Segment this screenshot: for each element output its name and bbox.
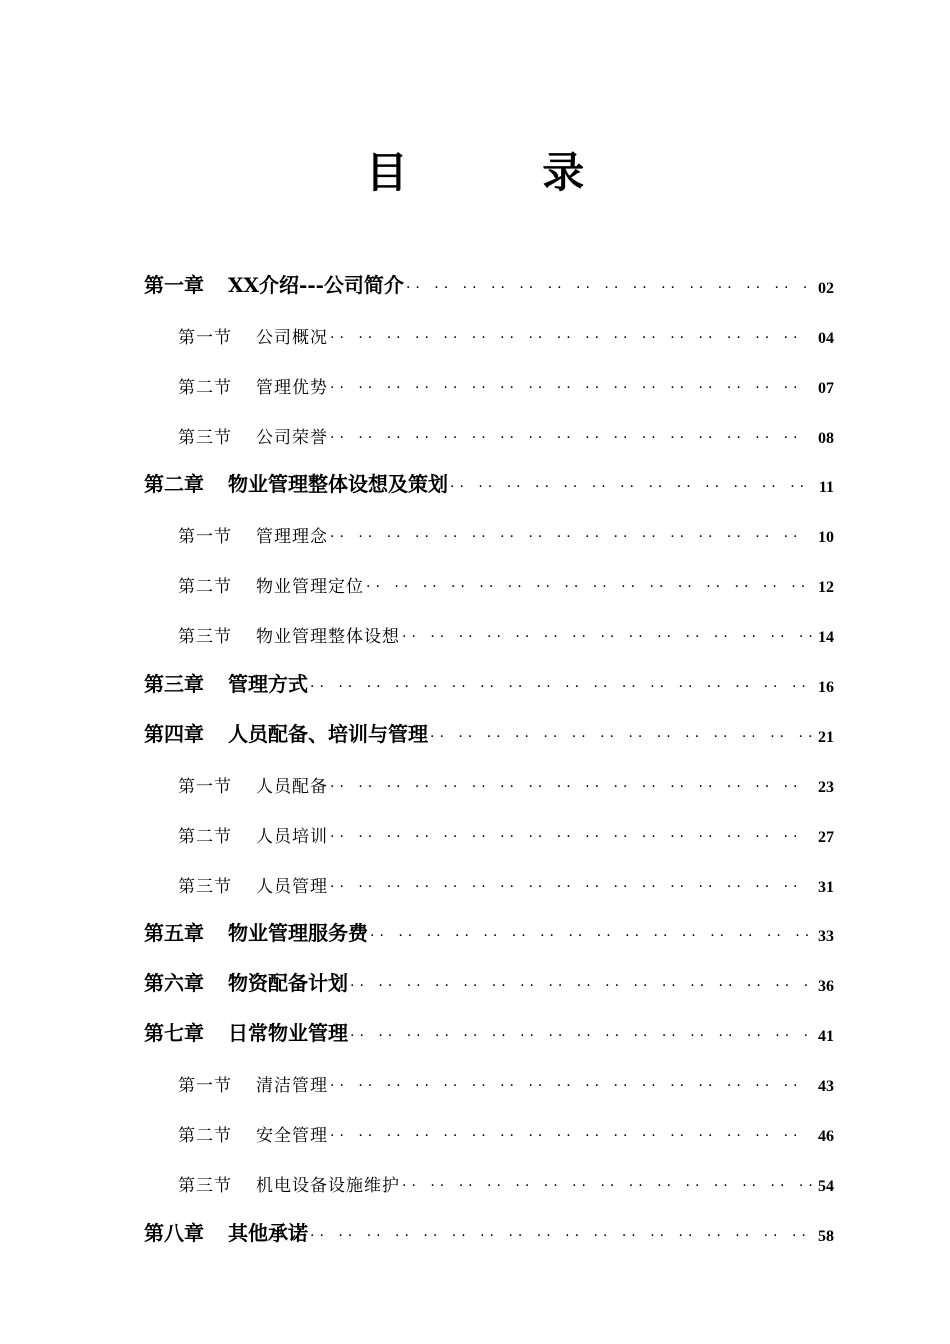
toc-entry-title: XX介绍---公司简介 [228,272,404,297]
toc-entry-number: 第一节 [178,327,232,348]
toc-leader-dots [430,729,812,757]
toc-entry-number: 第三节 [178,1175,232,1196]
toc-entry-number: 第二节 [178,577,232,598]
toc-page-number: 46 [818,1128,834,1146]
toc-entry-label [144,468,448,507]
toc-entry-label [178,1121,328,1156]
toc-section-entry[interactable] [144,757,834,807]
toc-page-number: 02 [818,279,834,297]
toc-entry-number: 第二节 [178,1126,232,1147]
toc-page-number: 16 [818,679,834,697]
toc-section-entry[interactable] [144,857,834,907]
toc-entry-label [144,668,308,707]
toc-leader-dots [330,1078,812,1106]
toc-entry-number: 第三章 [144,672,204,697]
toc-section-entry[interactable] [144,1106,834,1156]
toc-entry-label [178,1171,400,1206]
toc-page-number: 43 [818,1078,834,1096]
toc-entry-title: 安全管理 [256,1126,328,1147]
toc-leader-dots [330,1128,812,1156]
toc-entry-title: 物业管理定位 [256,577,364,598]
toc-section-entry[interactable] [144,358,834,408]
toc-entry-title: 管理理念 [256,527,328,548]
toc-page-number: 54 [818,1177,834,1195]
toc-page-number: 11 [818,479,834,497]
toc-entry-title: 其他承诺 [228,1220,308,1245]
toc-chapter-entry[interactable] [144,458,834,508]
toc-entry-label [144,1217,308,1256]
toc-leader-dots [366,579,812,607]
toc-entry-number: 第一节 [178,527,232,548]
toc-leader-dots [310,679,812,707]
toc-entry-number: 第二章 [144,472,204,497]
toc-entry-label [178,373,328,408]
toc-page-number: 14 [818,629,834,647]
toc-section-entry[interactable] [144,408,834,458]
toc-entry-label [178,323,328,358]
toc-entry-title: 清洁管理 [256,1076,328,1097]
toc-leader-dots [310,1228,812,1256]
toc-entry-number: 第五章 [144,921,204,946]
toc-page-number: 12 [818,579,834,597]
toc-entry-title: 公司荣誉 [256,427,328,448]
toc-entry-title: 物业管理整体设想 [256,627,400,648]
toc-chapter-entry[interactable] [144,707,834,757]
toc-leader-dots [330,879,812,907]
toc-entry-title: 物资配备计划 [228,971,348,996]
toc-chapter-entry[interactable] [144,956,834,1006]
toc-page-number: 07 [818,379,834,397]
toc-section-entry[interactable] [144,1156,834,1206]
toc-entry-number: 第四章 [144,721,204,746]
page-title: 目 录 [365,148,645,197]
toc-page-number: 36 [818,978,834,996]
toc-section-entry[interactable] [144,607,834,657]
toc-leader-dots [330,380,812,408]
toc-leader-dots [330,779,812,807]
toc-section-entry[interactable] [144,807,834,857]
toc-entry-label [144,718,428,757]
toc-entry-title: 管理优势 [256,377,328,398]
toc-entry-number: 第一章 [144,272,204,297]
toc-entry-number: 第一节 [178,776,232,797]
toc-entry-title: 人员配备 [256,776,328,797]
toc-entry-number: 第八章 [144,1220,204,1245]
toc-entry-label [178,822,328,857]
toc-entry-label [178,423,328,458]
toc-entry-label [144,917,368,956]
toc-section-entry[interactable] [144,1056,834,1106]
toc-page-number: 21 [818,728,834,746]
toc-section-entry[interactable] [144,507,834,557]
toc-leader-dots [450,479,812,507]
toc-leader-dots [350,1028,812,1056]
toc-page-number: 23 [818,778,834,796]
toc-entry-number: 第六章 [144,971,204,996]
toc-entry-label [144,967,348,1006]
toc-page-number: 10 [818,529,834,547]
toc-entry-label [178,872,328,907]
toc-leader-dots [370,928,812,956]
toc-entry-number: 第二节 [178,826,232,847]
toc-entry-title: 物业管理服务费 [228,921,368,946]
toc-entry-label [178,522,328,557]
toc-entry-title: 人员管理 [256,876,328,897]
toc-leader-dots [330,430,812,458]
toc-page-number: 41 [818,1028,834,1046]
toc-leader-dots [402,1178,812,1206]
toc-entry-number: 第三节 [178,627,232,648]
toc-entry-number: 第二节 [178,377,232,398]
toc-chapter-entry[interactable] [144,1006,834,1056]
toc-chapter-entry[interactable] [144,1206,834,1256]
toc-entry-title: 机电设备设施维护 [256,1175,400,1196]
toc-entry-label [144,1017,348,1056]
table-of-contents [144,258,834,1256]
toc-entry-label [144,269,404,308]
toc-entry-label [178,572,364,607]
toc-page-number: 08 [818,429,834,447]
toc-leader-dots [330,529,812,557]
toc-chapter-entry[interactable] [144,657,834,707]
toc-page-number: 31 [818,878,834,896]
toc-entry-title: 人员培训 [256,826,328,847]
toc-entry-title: 日常物业管理 [228,1021,348,1046]
toc-entry-label [178,622,400,657]
toc-section-entry[interactable] [144,308,834,358]
toc-page-number: 33 [818,928,834,946]
toc-entry-number: 第一节 [178,1076,232,1097]
toc-entry-number: 第七章 [144,1021,204,1046]
toc-leader-dots [330,829,812,857]
toc-entry-number: 第三节 [178,876,232,897]
toc-entry-title: 公司概况 [256,327,328,348]
toc-entry-title: 人员配备、培训与管理 [228,721,428,746]
toc-entry-label [178,1071,328,1106]
toc-section-entry[interactable] [144,557,834,607]
toc-entry-label [178,772,328,807]
toc-chapter-entry[interactable] [144,907,834,957]
toc-chapter-entry[interactable] [144,258,834,308]
toc-leader-dots [406,280,812,308]
toc-leader-dots [350,978,812,1006]
toc-leader-dots [402,629,812,657]
toc-entry-title: 管理方式 [228,672,308,697]
toc-page-number: 58 [818,1227,834,1245]
toc-leader-dots [330,330,812,358]
toc-entry-title: 物业管理整体设想及策划 [228,472,448,497]
toc-page-number: 04 [818,329,834,347]
toc-page-number: 27 [818,828,834,846]
toc-entry-number: 第三节 [178,427,232,448]
